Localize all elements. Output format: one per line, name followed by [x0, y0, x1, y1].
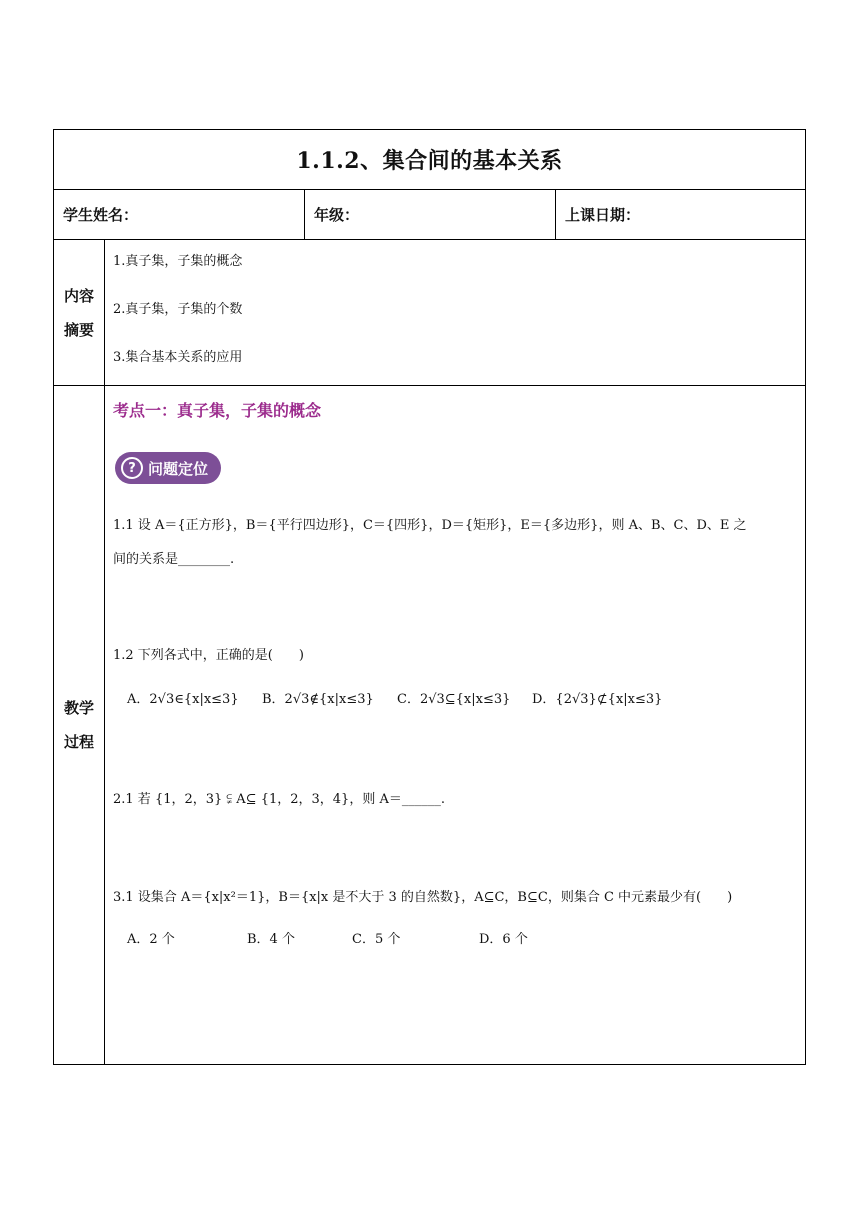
question-3-1-options: [127, 928, 627, 948]
summary-label: [54, 240, 104, 385]
question-1-1-line1: 1.1 设 A＝{正方形}，B＝{平行四边形}，C＝{四形}，D＝{矩形}，E＝{多边形}，则 A、B、C、D、E 之: [113, 518, 747, 533]
process-label-line2: 过程: [63, 733, 94, 751]
question-icon: ?: [121, 457, 143, 479]
lesson-table: [53, 129, 806, 1065]
summary-item: 3.集合基本关系的应用: [113, 350, 243, 365]
option-c: C．2√3⊆{x|x≤3}: [397, 692, 511, 707]
summary-item: 2.真子集，子集的个数: [113, 302, 243, 317]
summary-item: 1.真子集，子集的概念: [113, 254, 243, 269]
option-b: B．4 个: [247, 932, 295, 947]
grade-label: 年级：: [314, 205, 360, 224]
question-2-1: 2.1 若 {1，2，3} ⫋ A⊆ {1，2，3，4}，则 A＝______.: [113, 792, 445, 807]
divider: [104, 386, 105, 1064]
title-row: [54, 130, 805, 190]
problem-badge: [115, 452, 221, 484]
summary-row: [54, 240, 805, 386]
question-1-1-line2: 间的关系是________.: [113, 552, 235, 567]
option-d: D．6 个: [479, 932, 528, 947]
page-title: 1.1.2、集合间的基本关系: [296, 148, 563, 174]
divider: [104, 240, 105, 385]
option-b: B．2√3∉{x|x≤3}: [262, 692, 374, 707]
option-a: A．2√3∈{x|x≤3}: [127, 692, 239, 707]
question-3-1: 3.1 设集合 A＝{x|x²＝1}，B＝{x|x 是不大于 3 的自然数}，A⊆C，B⊆C，则集合 C 中元素最少有( ): [113, 890, 733, 905]
student-name-label: 学生姓名：: [63, 205, 139, 224]
option-a: A．2 个: [127, 932, 175, 947]
option-d: D．{2√3}⊄{x|x≤3}: [532, 692, 663, 707]
summary-label-line1: 内容: [63, 286, 94, 305]
section-title: 考点一：真子集，子集的概念: [113, 401, 322, 420]
process-label-line1: 教学: [63, 699, 94, 717]
badge-label: 问题定位: [148, 459, 209, 478]
process-label: [54, 386, 104, 1064]
question-1-2: 1.2 下列各式中，正确的是( ): [113, 648, 304, 663]
question-1-2-options: [127, 688, 787, 708]
option-c: C．5 个: [352, 932, 401, 947]
info-row: [54, 190, 805, 240]
date-label: 上课日期：: [565, 205, 641, 224]
process-row: [54, 386, 805, 1064]
process-content: [113, 386, 799, 1064]
summary-label-line2: 摘要: [63, 320, 94, 339]
